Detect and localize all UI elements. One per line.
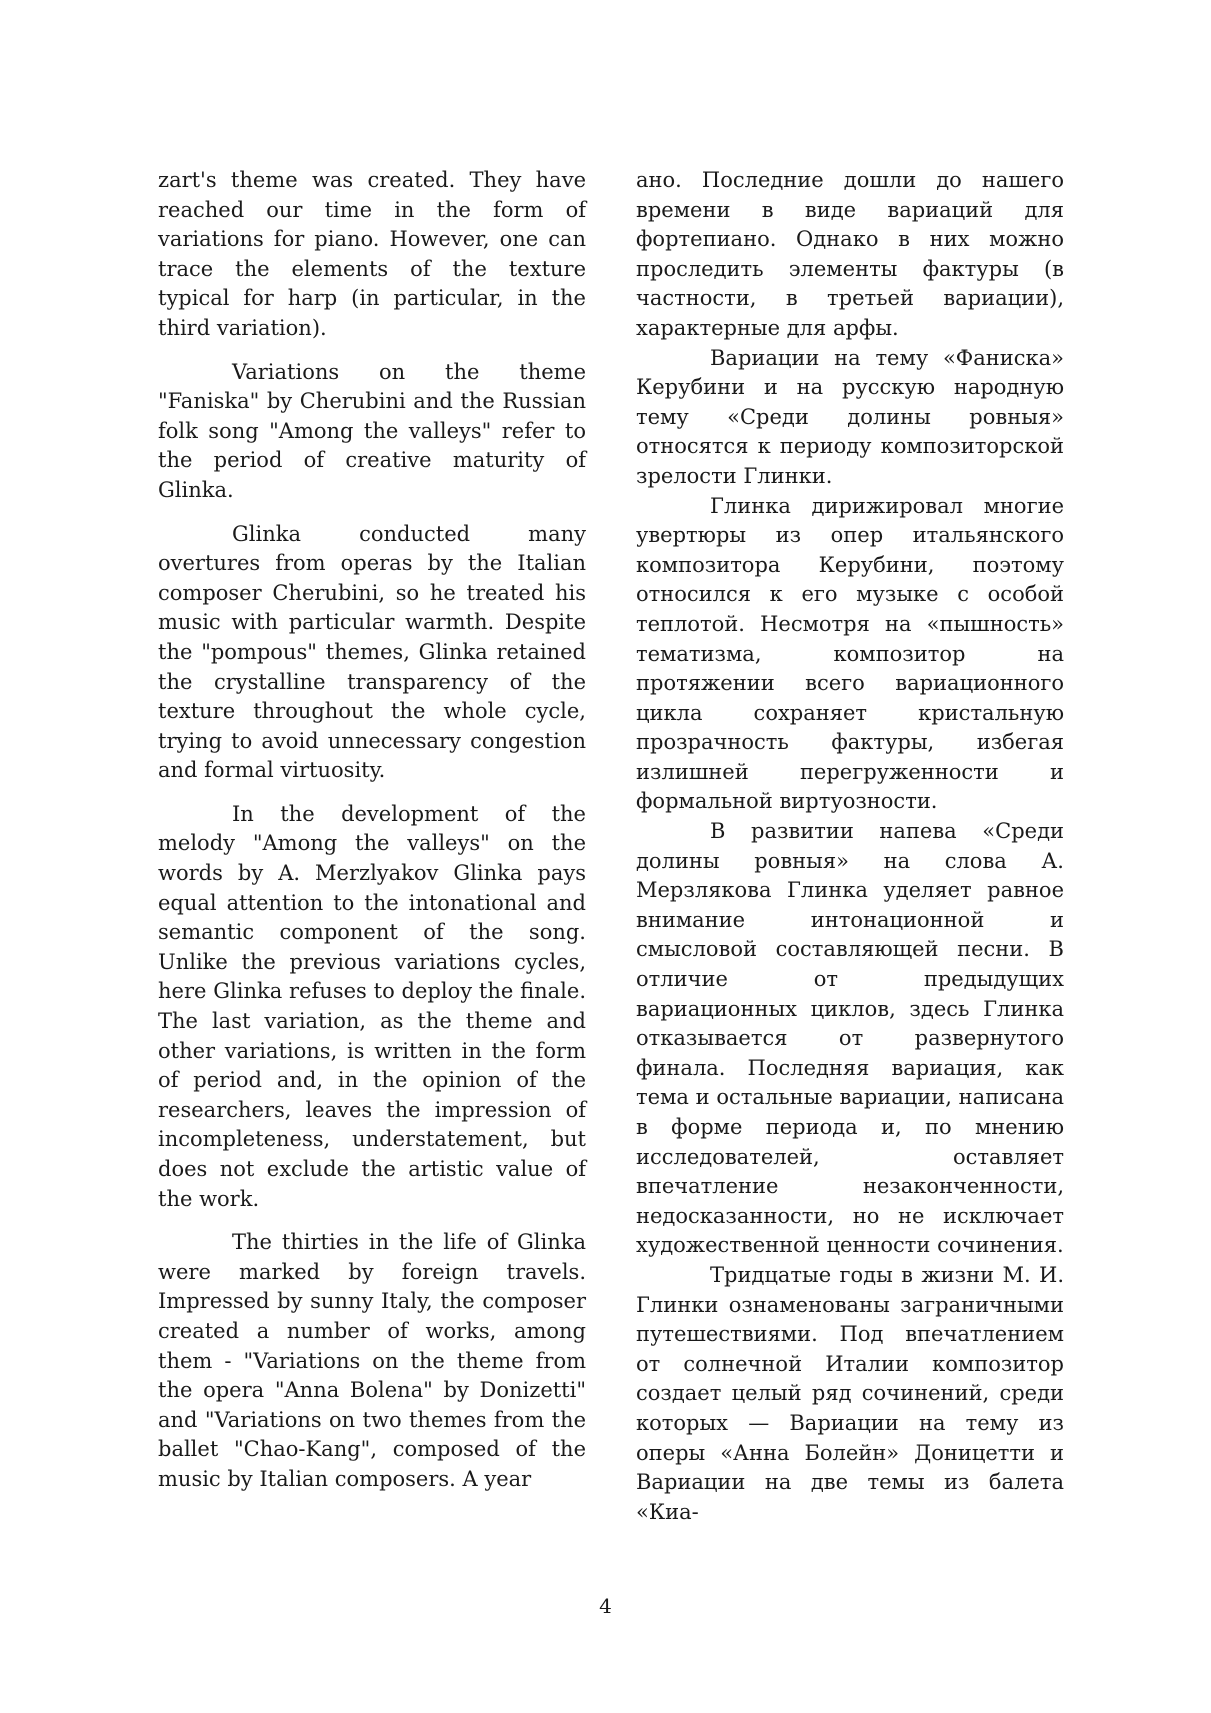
ru-paragraph-2: Вариации на тему «Фаниска» Керубини и на русскую народную тему «Среди долины ровныя» относятся к периоду композиторской зрелости Глинки. bbox=[636, 345, 1064, 488]
en-paragraph-5: The thirties in the life of Glinka were marked by foreign travels. Impressed by sunny Italy, the composer created a number of works, among them - "Variations on the theme from the opera "Anna Bolena" by Donizetti" and "Variations on two themes from the ballet "Chao-Kang", composed of the music by Italian composers. A year bbox=[158, 1230, 586, 1491]
ru-paragraph-5: Тридцатые годы в жизни М. И. Глинки ознаменованы заграничными путешествиями. Под впечатлением от солнечной Италии композитор создает целый ряд сочинений, среди которых — Вариации на тему из оперы «Анна Болейн» Доницетти и Вариации на две темы из балета «Киа- bbox=[636, 1262, 1064, 1524]
en-paragraph-2: Variations on the theme "Faniska" by Cherubini and the Russian folk song "Among the valleys" refer to the period of creative maturity of Glinka. bbox=[158, 359, 586, 502]
en-paragraph-1: zart's theme was created. They have reached our time in the form of variations for piano. However, one can trace the elements of the texture typical for harp (in particular, in the third variation). bbox=[158, 168, 586, 340]
en-paragraph-3: Glinka conducted many overtures from operas by the Italian composer Cherubini, so he treated his music with particular warmth. Despite the "pompous" themes, Glinka retained the crystalline transparency of the texture throughout the whole cycle, trying to avoid unnecessary congestion and formal virtuosity. bbox=[158, 521, 586, 783]
ru-paragraph-3: Глинка дирижировал многие увертюры из опер итальянского композитора Керубини, поэтому относился к его музыке с особой теплотой. Несмотря на «пышность» тематизма, композитор на протяжении всего вариационного цикла сохраняет кристальную прозрачность фактуры, избегая излишней перегруженности и формальной виртуозности. bbox=[636, 493, 1064, 814]
en-paragraph-4: In the development of the melody "Among the valleys" on the words by A. Merzlyakov Glinka pays equal attention to the intonational and semantic component of the song. Unlike the previous variations cycles, here Glinka refuses to deploy the finale. The last variation, as the theme and other variations, is written in the form of period and, in the opinion of the researchers, leaves the impression of incompleteness, understatement, but does not exclude the artistic value of the work. bbox=[158, 801, 586, 1211]
page-number: 4 bbox=[599, 1594, 612, 1618]
english-column bbox=[158, 166, 586, 1495]
ru-paragraph-4: В развитии напева «Среди долины ровныя» на слова А. Мерзлякова Глинка уделяет равное внимание интонационной и смысловой составляющей песни. В отличие от предыдущих вариационных циклов, здесь Глинка отказывается от развернутого финала. Последняя вариация, как тема и остальные вариации, написана в форме периода и, по мнению исследователей, оставляет впечатление незаконченности, недосказанности, но не исключает художественной ценности сочинения. bbox=[636, 819, 1064, 1258]
russian-column bbox=[636, 166, 1064, 1527]
ru-paragraph-1: ано. Последние дошли до нашего времени в виде вариаций для фортепиано. Однако в них можно проследить элементы фактуры (в частности, в третьей вариации), характерные для арфы. bbox=[636, 168, 1064, 340]
